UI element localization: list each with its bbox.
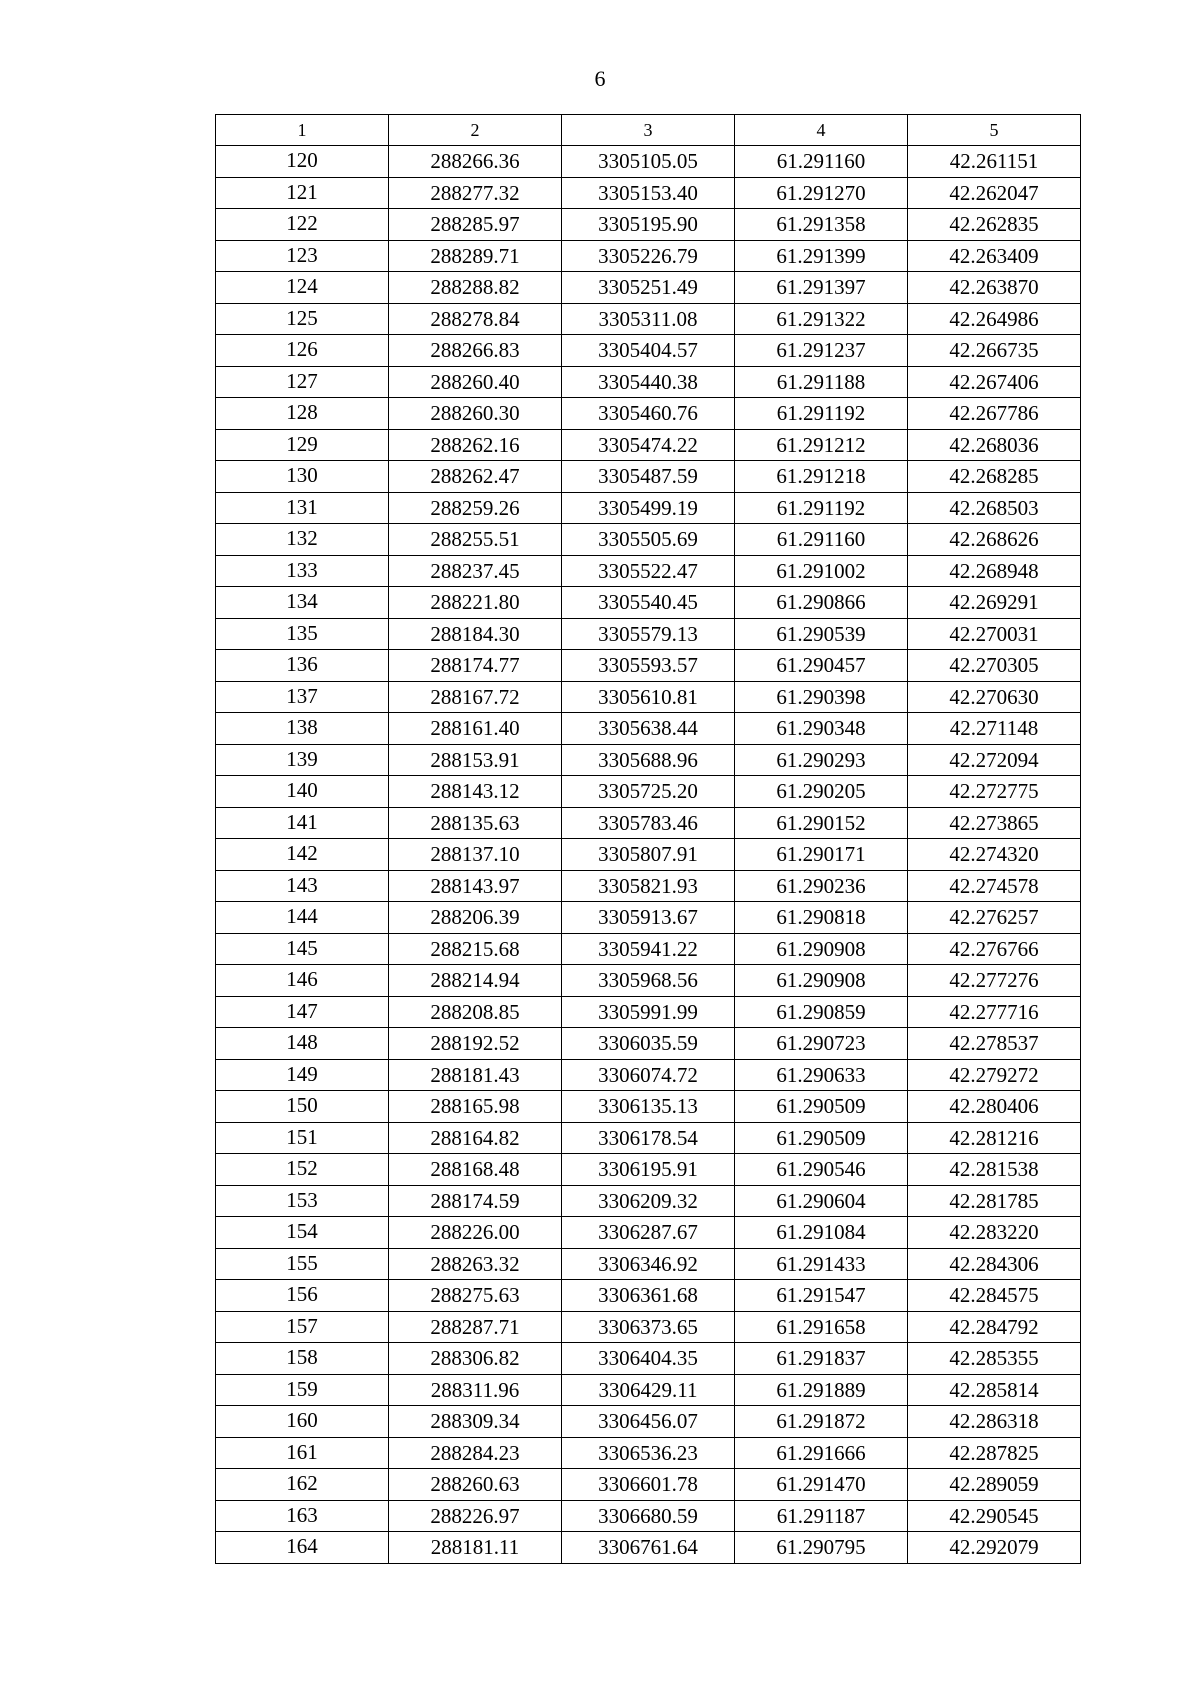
table-row — [216, 146, 1081, 178]
table-row — [216, 1532, 1081, 1564]
x-coordinate-cell: 288143.97 — [389, 870, 562, 902]
point-number-cell: 141 — [216, 807, 389, 839]
y-coordinate-cell: 3305725.20 — [562, 776, 735, 808]
point-number-cell: 160 — [216, 1406, 389, 1438]
table-row — [216, 524, 1081, 556]
x-coordinate-cell: 288208.85 — [389, 996, 562, 1028]
latitude-cell: 61.290908 — [735, 933, 908, 965]
latitude-cell: 61.290171 — [735, 839, 908, 871]
latitude-cell: 61.290795 — [735, 1532, 908, 1564]
point-number-cell: 124 — [216, 272, 389, 304]
x-coordinate-cell: 288165.98 — [389, 1091, 562, 1123]
table-row — [216, 618, 1081, 650]
table-header — [216, 115, 1081, 146]
y-coordinate-cell: 3306429.11 — [562, 1374, 735, 1406]
column-header-3: 3 — [562, 115, 735, 146]
x-coordinate-cell: 288168.48 — [389, 1154, 562, 1186]
point-number-cell: 134 — [216, 587, 389, 619]
x-coordinate-cell: 288263.32 — [389, 1248, 562, 1280]
x-coordinate-cell: 288284.23 — [389, 1437, 562, 1469]
x-coordinate-cell: 288285.97 — [389, 209, 562, 241]
point-number-cell: 158 — [216, 1343, 389, 1375]
x-coordinate-cell: 288237.45 — [389, 555, 562, 587]
table-row — [216, 240, 1081, 272]
longitude-cell: 42.286318 — [908, 1406, 1081, 1438]
x-coordinate-cell: 288137.10 — [389, 839, 562, 871]
x-coordinate-cell: 288135.63 — [389, 807, 562, 839]
point-number-cell: 154 — [216, 1217, 389, 1249]
table-row — [216, 429, 1081, 461]
table-row — [216, 1406, 1081, 1438]
x-coordinate-cell: 288153.91 — [389, 744, 562, 776]
latitude-cell: 61.290205 — [735, 776, 908, 808]
table-row — [216, 209, 1081, 241]
table-row — [216, 303, 1081, 335]
latitude-cell: 61.291084 — [735, 1217, 908, 1249]
x-coordinate-cell: 288206.39 — [389, 902, 562, 934]
point-number-cell: 120 — [216, 146, 389, 178]
longitude-cell: 42.268503 — [908, 492, 1081, 524]
longitude-cell: 42.284306 — [908, 1248, 1081, 1280]
table-row — [216, 1248, 1081, 1280]
y-coordinate-cell: 3306135.13 — [562, 1091, 735, 1123]
y-coordinate-cell: 3305783.46 — [562, 807, 735, 839]
y-coordinate-cell: 3305404.57 — [562, 335, 735, 367]
table-row — [216, 177, 1081, 209]
x-coordinate-cell: 288161.40 — [389, 713, 562, 745]
table-row — [216, 366, 1081, 398]
y-coordinate-cell: 3305505.69 — [562, 524, 735, 556]
y-coordinate-cell: 3305311.08 — [562, 303, 735, 335]
x-coordinate-cell: 288164.82 — [389, 1122, 562, 1154]
longitude-cell: 42.268285 — [908, 461, 1081, 493]
longitude-cell: 42.276766 — [908, 933, 1081, 965]
longitude-cell: 42.264986 — [908, 303, 1081, 335]
longitude-cell: 42.285355 — [908, 1343, 1081, 1375]
y-coordinate-cell: 3305638.44 — [562, 713, 735, 745]
latitude-cell: 61.291889 — [735, 1374, 908, 1406]
latitude-cell: 61.290539 — [735, 618, 908, 650]
y-coordinate-cell: 3305593.57 — [562, 650, 735, 682]
x-coordinate-cell: 288278.84 — [389, 303, 562, 335]
table-row — [216, 492, 1081, 524]
table-row — [216, 776, 1081, 808]
point-number-cell: 139 — [216, 744, 389, 776]
y-coordinate-cell: 3306361.68 — [562, 1280, 735, 1312]
longitude-cell: 42.283220 — [908, 1217, 1081, 1249]
latitude-cell: 61.290236 — [735, 870, 908, 902]
y-coordinate-cell: 3305226.79 — [562, 240, 735, 272]
x-coordinate-cell: 288192.52 — [389, 1028, 562, 1060]
point-number-cell: 164 — [216, 1532, 389, 1564]
y-coordinate-cell: 3306178.54 — [562, 1122, 735, 1154]
table-row — [216, 1028, 1081, 1060]
longitude-cell: 42.287825 — [908, 1437, 1081, 1469]
point-number-cell: 150 — [216, 1091, 389, 1123]
y-coordinate-cell: 3306209.32 — [562, 1185, 735, 1217]
x-coordinate-cell: 288259.26 — [389, 492, 562, 524]
latitude-cell: 61.291658 — [735, 1311, 908, 1343]
y-coordinate-cell: 3305688.96 — [562, 744, 735, 776]
page-number: 6 — [594, 66, 606, 91]
latitude-cell: 61.291270 — [735, 177, 908, 209]
table-row — [216, 555, 1081, 587]
y-coordinate-cell: 3305991.99 — [562, 996, 735, 1028]
point-number-cell: 142 — [216, 839, 389, 871]
latitude-cell: 61.291192 — [735, 492, 908, 524]
point-number-cell: 156 — [216, 1280, 389, 1312]
latitude-cell: 61.290866 — [735, 587, 908, 619]
table-row — [216, 398, 1081, 430]
latitude-cell: 61.290818 — [735, 902, 908, 934]
y-coordinate-cell: 3305195.90 — [562, 209, 735, 241]
table-row — [216, 933, 1081, 965]
point-number-cell: 147 — [216, 996, 389, 1028]
x-coordinate-cell: 288260.40 — [389, 366, 562, 398]
x-coordinate-cell: 288266.36 — [389, 146, 562, 178]
x-coordinate-cell: 288262.16 — [389, 429, 562, 461]
latitude-cell: 61.290604 — [735, 1185, 908, 1217]
longitude-cell: 42.272775 — [908, 776, 1081, 808]
latitude-cell: 61.291322 — [735, 303, 908, 335]
point-number-cell: 145 — [216, 933, 389, 965]
point-number-cell: 144 — [216, 902, 389, 934]
y-coordinate-cell: 3306195.91 — [562, 1154, 735, 1186]
table-row — [216, 587, 1081, 619]
y-coordinate-cell: 3306761.64 — [562, 1532, 735, 1564]
x-coordinate-cell: 288275.63 — [389, 1280, 562, 1312]
longitude-cell: 42.261151 — [908, 146, 1081, 178]
table-row — [216, 1217, 1081, 1249]
latitude-cell: 61.291187 — [735, 1500, 908, 1532]
point-number-cell: 159 — [216, 1374, 389, 1406]
longitude-cell: 42.270630 — [908, 681, 1081, 713]
y-coordinate-cell: 3305474.22 — [562, 429, 735, 461]
latitude-cell: 61.291837 — [735, 1343, 908, 1375]
x-coordinate-cell: 288174.77 — [389, 650, 562, 682]
latitude-cell: 61.290509 — [735, 1122, 908, 1154]
y-coordinate-cell: 3305105.05 — [562, 146, 735, 178]
latitude-cell: 61.291397 — [735, 272, 908, 304]
table-row — [216, 1374, 1081, 1406]
table-row — [216, 1469, 1081, 1501]
latitude-cell: 61.291188 — [735, 366, 908, 398]
longitude-cell: 42.262047 — [908, 177, 1081, 209]
column-header-2: 2 — [389, 115, 562, 146]
longitude-cell: 42.277716 — [908, 996, 1081, 1028]
longitude-cell: 42.268948 — [908, 555, 1081, 587]
longitude-cell: 42.280406 — [908, 1091, 1081, 1123]
y-coordinate-cell: 3305807.91 — [562, 839, 735, 871]
longitude-cell: 42.277276 — [908, 965, 1081, 997]
x-coordinate-cell: 288260.63 — [389, 1469, 562, 1501]
x-coordinate-cell: 288266.83 — [389, 335, 562, 367]
latitude-cell: 61.291358 — [735, 209, 908, 241]
y-coordinate-cell: 3305499.19 — [562, 492, 735, 524]
latitude-cell: 61.290457 — [735, 650, 908, 682]
table-row — [216, 1091, 1081, 1123]
point-number-cell: 148 — [216, 1028, 389, 1060]
latitude-cell: 61.290152 — [735, 807, 908, 839]
table-row — [216, 1059, 1081, 1091]
y-coordinate-cell: 3305153.40 — [562, 177, 735, 209]
x-coordinate-cell: 288167.72 — [389, 681, 562, 713]
longitude-cell: 42.263870 — [908, 272, 1081, 304]
longitude-cell: 42.284575 — [908, 1280, 1081, 1312]
latitude-cell: 61.291666 — [735, 1437, 908, 1469]
x-coordinate-cell: 288174.59 — [389, 1185, 562, 1217]
point-number-cell: 140 — [216, 776, 389, 808]
table-row — [216, 650, 1081, 682]
x-coordinate-cell: 288311.96 — [389, 1374, 562, 1406]
latitude-cell: 61.290546 — [735, 1154, 908, 1186]
y-coordinate-cell: 3306456.07 — [562, 1406, 735, 1438]
y-coordinate-cell: 3305251.49 — [562, 272, 735, 304]
y-coordinate-cell: 3305440.38 — [562, 366, 735, 398]
header-row — [216, 115, 1081, 146]
y-coordinate-cell: 3305610.81 — [562, 681, 735, 713]
latitude-cell: 61.291002 — [735, 555, 908, 587]
y-coordinate-cell: 3306287.67 — [562, 1217, 735, 1249]
point-number-cell: 126 — [216, 335, 389, 367]
longitude-cell: 42.268626 — [908, 524, 1081, 556]
table-row — [216, 870, 1081, 902]
longitude-cell: 42.279272 — [908, 1059, 1081, 1091]
y-coordinate-cell: 3305522.47 — [562, 555, 735, 587]
table-row — [216, 1437, 1081, 1469]
point-number-cell: 132 — [216, 524, 389, 556]
table-row — [216, 1500, 1081, 1532]
y-coordinate-cell: 3306680.59 — [562, 1500, 735, 1532]
longitude-cell: 42.269291 — [908, 587, 1081, 619]
point-number-cell: 121 — [216, 177, 389, 209]
point-number-cell: 161 — [216, 1437, 389, 1469]
x-coordinate-cell: 288143.12 — [389, 776, 562, 808]
x-coordinate-cell: 288226.97 — [389, 1500, 562, 1532]
y-coordinate-cell: 3306373.65 — [562, 1311, 735, 1343]
point-number-cell: 151 — [216, 1122, 389, 1154]
latitude-cell: 61.290293 — [735, 744, 908, 776]
latitude-cell: 61.291872 — [735, 1406, 908, 1438]
point-number-cell: 157 — [216, 1311, 389, 1343]
y-coordinate-cell: 3305540.45 — [562, 587, 735, 619]
column-header-4: 4 — [735, 115, 908, 146]
longitude-cell: 42.278537 — [908, 1028, 1081, 1060]
point-number-cell: 136 — [216, 650, 389, 682]
x-coordinate-cell: 288289.71 — [389, 240, 562, 272]
table-row — [216, 681, 1081, 713]
latitude-cell: 61.291212 — [735, 429, 908, 461]
table-row — [216, 1154, 1081, 1186]
longitude-cell: 42.274320 — [908, 839, 1081, 871]
longitude-cell: 42.267786 — [908, 398, 1081, 430]
point-number-cell: 129 — [216, 429, 389, 461]
latitude-cell: 61.290723 — [735, 1028, 908, 1060]
latitude-cell: 61.291237 — [735, 335, 908, 367]
latitude-cell: 61.290398 — [735, 681, 908, 713]
y-coordinate-cell: 3306074.72 — [562, 1059, 735, 1091]
longitude-cell: 42.263409 — [908, 240, 1081, 272]
longitude-cell: 42.284792 — [908, 1311, 1081, 1343]
y-coordinate-cell: 3305941.22 — [562, 933, 735, 965]
x-coordinate-cell: 288184.30 — [389, 618, 562, 650]
y-coordinate-cell: 3305913.67 — [562, 902, 735, 934]
x-coordinate-cell: 288226.00 — [389, 1217, 562, 1249]
point-number-cell: 122 — [216, 209, 389, 241]
point-number-cell: 149 — [216, 1059, 389, 1091]
point-number-cell: 130 — [216, 461, 389, 493]
y-coordinate-cell: 3305487.59 — [562, 461, 735, 493]
longitude-cell: 42.285814 — [908, 1374, 1081, 1406]
longitude-cell: 42.268036 — [908, 429, 1081, 461]
x-coordinate-cell: 288181.11 — [389, 1532, 562, 1564]
latitude-cell: 61.291547 — [735, 1280, 908, 1312]
longitude-cell: 42.273865 — [908, 807, 1081, 839]
point-number-cell: 133 — [216, 555, 389, 587]
table-row — [216, 1280, 1081, 1312]
longitude-cell: 42.270031 — [908, 618, 1081, 650]
column-header-5: 5 — [908, 115, 1081, 146]
table-row — [216, 1343, 1081, 1375]
latitude-cell: 61.291470 — [735, 1469, 908, 1501]
latitude-cell: 61.291192 — [735, 398, 908, 430]
point-number-cell: 162 — [216, 1469, 389, 1501]
column-header-1: 1 — [216, 115, 389, 146]
x-coordinate-cell: 288287.71 — [389, 1311, 562, 1343]
latitude-cell: 61.290908 — [735, 965, 908, 997]
latitude-cell: 61.290348 — [735, 713, 908, 745]
point-number-cell: 125 — [216, 303, 389, 335]
longitude-cell: 42.270305 — [908, 650, 1081, 682]
table-row — [216, 1122, 1081, 1154]
table-row — [216, 461, 1081, 493]
point-number-cell: 138 — [216, 713, 389, 745]
longitude-cell: 42.292079 — [908, 1532, 1081, 1564]
latitude-cell: 61.291399 — [735, 240, 908, 272]
longitude-cell: 42.274578 — [908, 870, 1081, 902]
table-row — [216, 335, 1081, 367]
table-body — [216, 146, 1081, 1564]
y-coordinate-cell: 3305579.13 — [562, 618, 735, 650]
point-number-cell: 123 — [216, 240, 389, 272]
y-coordinate-cell: 3306404.35 — [562, 1343, 735, 1375]
point-number-cell: 131 — [216, 492, 389, 524]
y-coordinate-cell: 3305460.76 — [562, 398, 735, 430]
longitude-cell: 42.289059 — [908, 1469, 1081, 1501]
x-coordinate-cell: 288221.80 — [389, 587, 562, 619]
x-coordinate-cell: 288214.94 — [389, 965, 562, 997]
latitude-cell: 61.291218 — [735, 461, 908, 493]
table-row — [216, 807, 1081, 839]
x-coordinate-cell: 288215.68 — [389, 933, 562, 965]
point-number-cell: 128 — [216, 398, 389, 430]
table-row — [216, 1311, 1081, 1343]
x-coordinate-cell: 288277.32 — [389, 177, 562, 209]
table-row — [216, 272, 1081, 304]
x-coordinate-cell: 288181.43 — [389, 1059, 562, 1091]
latitude-cell: 61.291160 — [735, 146, 908, 178]
table-row — [216, 744, 1081, 776]
x-coordinate-cell: 288306.82 — [389, 1343, 562, 1375]
longitude-cell: 42.281216 — [908, 1122, 1081, 1154]
point-number-cell: 135 — [216, 618, 389, 650]
y-coordinate-cell: 3306346.92 — [562, 1248, 735, 1280]
longitude-cell: 42.262835 — [908, 209, 1081, 241]
point-number-cell: 153 — [216, 1185, 389, 1217]
y-coordinate-cell: 3305821.93 — [562, 870, 735, 902]
latitude-cell: 61.290509 — [735, 1091, 908, 1123]
y-coordinate-cell: 3306536.23 — [562, 1437, 735, 1469]
point-number-cell: 127 — [216, 366, 389, 398]
y-coordinate-cell: 3306035.59 — [562, 1028, 735, 1060]
table-row — [216, 839, 1081, 871]
point-number-cell: 143 — [216, 870, 389, 902]
point-number-cell: 163 — [216, 1500, 389, 1532]
latitude-cell: 61.290859 — [735, 996, 908, 1028]
point-number-cell: 146 — [216, 965, 389, 997]
x-coordinate-cell: 288255.51 — [389, 524, 562, 556]
y-coordinate-cell: 3306601.78 — [562, 1469, 735, 1501]
x-coordinate-cell: 288309.34 — [389, 1406, 562, 1438]
coordinates-table — [215, 114, 1081, 1564]
longitude-cell: 42.281538 — [908, 1154, 1081, 1186]
longitude-cell: 42.271148 — [908, 713, 1081, 745]
table-row — [216, 713, 1081, 745]
y-coordinate-cell: 3305968.56 — [562, 965, 735, 997]
point-number-cell: 152 — [216, 1154, 389, 1186]
point-number-cell: 137 — [216, 681, 389, 713]
longitude-cell: 42.281785 — [908, 1185, 1081, 1217]
table-row — [216, 965, 1081, 997]
longitude-cell: 42.290545 — [908, 1500, 1081, 1532]
latitude-cell: 61.291433 — [735, 1248, 908, 1280]
table-row — [216, 902, 1081, 934]
table-row — [216, 996, 1081, 1028]
longitude-cell: 42.267406 — [908, 366, 1081, 398]
x-coordinate-cell: 288262.47 — [389, 461, 562, 493]
x-coordinate-cell: 288288.82 — [389, 272, 562, 304]
point-number-cell: 155 — [216, 1248, 389, 1280]
table-row — [216, 1185, 1081, 1217]
longitude-cell: 42.276257 — [908, 902, 1081, 934]
longitude-cell: 42.272094 — [908, 744, 1081, 776]
latitude-cell: 61.291160 — [735, 524, 908, 556]
x-coordinate-cell: 288260.30 — [389, 398, 562, 430]
latitude-cell: 61.290633 — [735, 1059, 908, 1091]
longitude-cell: 42.266735 — [908, 335, 1081, 367]
